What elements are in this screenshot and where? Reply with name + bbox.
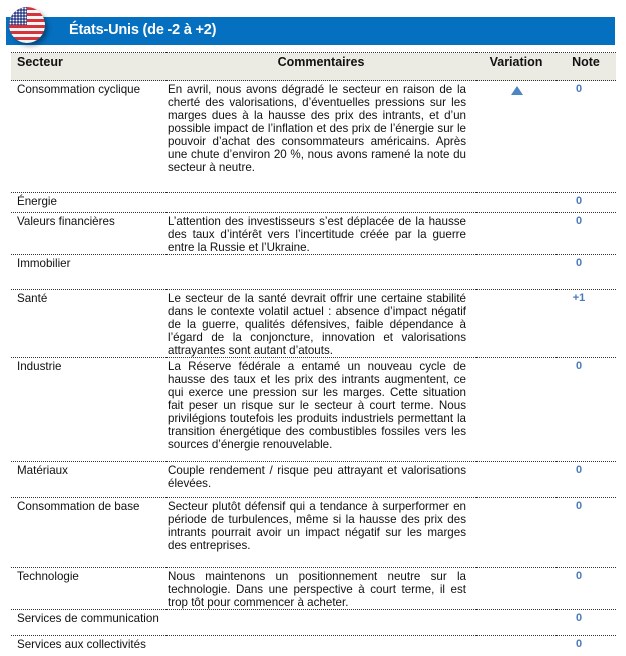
header-sector: Secteur: [11, 53, 166, 81]
table-row: [11, 193, 616, 213]
sector-cell: Technologie: [11, 568, 166, 610]
comment-cell: [166, 610, 476, 636]
note-cell: 0: [556, 81, 616, 193]
arrow-up-icon: [511, 86, 523, 95]
sector-cell: Valeurs financières: [11, 213, 166, 255]
note-cell: 0: [556, 610, 616, 636]
table-row: [11, 462, 616, 498]
table-row: [11, 255, 616, 290]
comment-cell: Le secteur de la santé devrait offrir une certaine stabilité dans le contexte volatil actuel : absence d’impact négatif de la guerre, qualités défensives, faible dépendance à l’égard de la conjoncture, innovation et valorisations attrayantes sont autant d’atouts.: [166, 290, 476, 358]
comment-cell: Nous maintenons un positionnement neutre sur la technologie. Dans une perspective à court terme, il est trop tôt pour commencer à acheter.: [166, 568, 476, 610]
comment-cell: En avril, nous avons dégradé le secteur en raison de la cherté des valorisations, d’éventuelles pressions sur les marges dues à la hausse des prix des intrants, et d’un possible impact de l’inflation et des prix de l’énergie sur le pouvoir d’achat des consommateurs américains. Après une chute d’environ 20 %, nous avons ramené la note du secteur à neutre.: [166, 81, 476, 193]
table-row: [11, 498, 616, 568]
table-row: [11, 636, 616, 656]
comment-cell: [166, 193, 476, 213]
table-row: [11, 568, 616, 610]
note-cell: 0: [556, 636, 616, 656]
note-cell: 0: [556, 255, 616, 290]
note-cell: 0: [556, 358, 616, 462]
table-row: [11, 213, 616, 255]
table-row: [11, 610, 616, 636]
note-cell: 0: [556, 193, 616, 213]
comment-cell: Secteur plutôt défensif qui a tendance à surperformer en période de turbulences, même si la hausse des prix des intrants pourrait avoir un impact négatif sur les marges des entreprises.: [166, 498, 476, 568]
note-cell: 0: [556, 498, 616, 568]
us-flag-icon: [9, 7, 45, 43]
sector-cell: Consommation de base: [11, 498, 166, 568]
comment-cell: [166, 255, 476, 290]
table-row: [11, 358, 616, 462]
variation-cell: [476, 193, 556, 213]
variation-cell: [476, 255, 556, 290]
sector-cell: Immobilier: [11, 255, 166, 290]
variation-cell: [476, 290, 556, 358]
note-cell: +1: [556, 290, 616, 358]
comment-cell: La Réserve fédérale a entamé un nouveau cycle de hausse des taux et les prix des intrants augmentent, ce qui exerce une pression sur les marges. Cette situation fait peser un risque sur le secteur à court terme. Nous privilégions toutefois les produits industriels permettant la transition énergétique des combustibles fossiles vers les sources d’énergie renouvelable.: [166, 358, 476, 462]
variation-cell: [476, 81, 556, 193]
table-row: [11, 81, 616, 193]
note-cell: 0: [556, 568, 616, 610]
header-comments: Commentaires: [166, 53, 476, 81]
sector-cell: Matériaux: [11, 462, 166, 498]
variation-cell: [476, 568, 556, 610]
sector-cell: Consommation cyclique: [11, 81, 166, 193]
variation-cell: [476, 213, 556, 255]
variation-cell: [476, 498, 556, 568]
note-cell: 0: [556, 462, 616, 498]
table-row: [11, 290, 616, 358]
comment-cell: Couple rendement / risque peu attrayant et valorisations élevées.: [166, 462, 476, 498]
sector-cell: Santé: [11, 290, 166, 358]
comment-cell: L’attention des investisseurs s’est déplacée de la hausse des taux d’intérêt vers l’incertitude créée par la guerre entre la Russie et l’Ukraine.: [166, 213, 476, 255]
header-note: Note: [556, 53, 616, 81]
sector-cell: Services de communication: [11, 610, 166, 636]
header-variation: Variation: [476, 53, 556, 81]
sector-cell: Énergie: [11, 193, 166, 213]
variation-cell: [476, 462, 556, 498]
variation-cell: [476, 610, 556, 636]
flag-canton: [9, 7, 27, 25]
sector-table: [11, 52, 616, 656]
sector-cell: Services aux collectivités: [11, 636, 166, 656]
note-cell: 0: [556, 213, 616, 255]
variation-cell: [476, 358, 556, 462]
variation-cell: [476, 636, 556, 656]
banner-title: États-Unis (de -2 à +2): [69, 22, 217, 38]
table-header-row: [11, 53, 616, 81]
comment-cell: [166, 636, 476, 656]
sector-cell: Industrie: [11, 358, 166, 462]
country-banner: [6, 17, 615, 45]
